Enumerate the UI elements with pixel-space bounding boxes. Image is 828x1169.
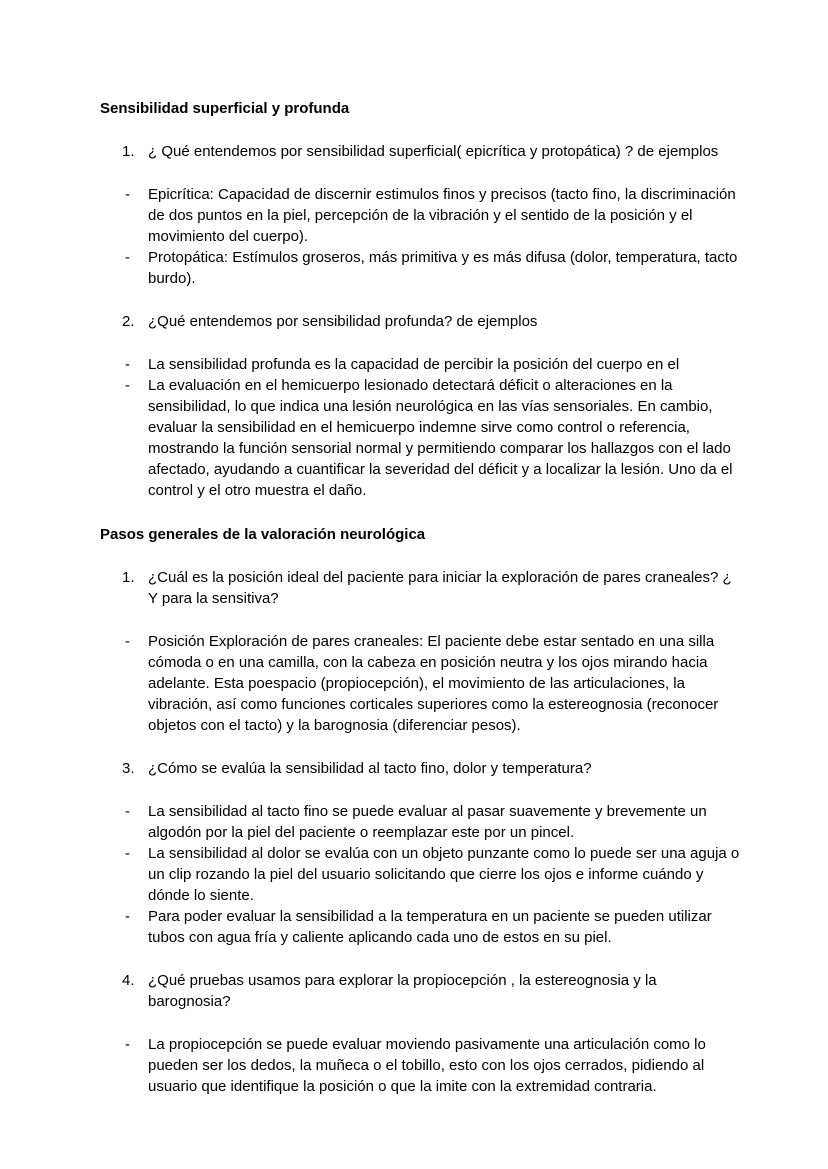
answer-text: La evaluación en el hemicuerpo lesionado detectará déficit o alteraciones en la sensibilidad, lo que indica una lesión neurológica en las vías sensoriales. En cambio, evaluar la sensibilidad en el hemicuerpo indemne sirve como control o referencia, mostrando la función sensorial normal y permitiendo comparar los hallazgos con el lado afectado, ayudando a cuantificar la severidad del déficit y a localizar la lesión. Uno da el control y el otro muestra el daño. [148, 377, 733, 499]
question-text: ¿Cómo se evalúa la sensibilidad al tacto fino, dolor y temperatura? [148, 760, 592, 777]
item-dash: - [125, 908, 130, 925]
item-number: 1. [122, 143, 135, 160]
answer-text: Para poder evaluar la sensibilidad a la temperatura en un paciente se pueden utilizar tubos con agua fría y caliente aplicando cada uno de estos en su piel. [148, 908, 712, 946]
answer-text: Epicrítica: Capacidad de discernir estimulos finos y precisos (tacto fino, la discriminación de dos puntos en la piel, percepción de la vibración y el sentido de la posición y el movimiento del cuerpo). [148, 186, 736, 245]
section-heading: Pasos generales de la valoración neurológica [100, 526, 426, 543]
answer-item [100, 631, 743, 736]
answer-item [100, 801, 743, 843]
item-dash: - [125, 249, 130, 266]
question-text: ¿Qué pruebas usamos para explorar la propiocepción , la estereognosia y la barognosia? [148, 972, 657, 1010]
answer-text: La sensibilidad al tacto fino se puede evaluar al pasar suavemente y brevemente un algodón por la piel del paciente o reemplazar este por un pincel. [148, 803, 707, 841]
section-sensibilidad-superficial [100, 98, 743, 501]
answer-text: La sensibilidad profunda es la capacidad de percibir la posición del cuerpo en el [148, 356, 680, 373]
answer-item [100, 354, 743, 375]
question-item [100, 141, 743, 162]
answer-text: Protopática: Estímulos groseros, más primitiva y es más difusa (dolor, temperatura, tacto burdo). [148, 249, 738, 287]
question-text: ¿Cuál es la posición ideal del paciente para iniciar la exploración de pares craneales? ¿ Y para la sensitiva? [148, 569, 732, 607]
item-dash: - [125, 803, 130, 820]
item-dash: - [125, 356, 130, 373]
question-item [100, 970, 743, 1012]
answer-item [100, 906, 743, 948]
question-text: ¿Qué entendemos por sensibilidad profunda? de ejemplos [148, 313, 538, 330]
question-item [100, 567, 743, 609]
item-number: 2. [122, 313, 135, 330]
item-dash: - [125, 1036, 130, 1053]
answer-text: Posición Exploración de pares craneales: El paciente debe estar sentado en una silla cómoda o en una camilla, con la cabeza en posición neutra y los ojos mirando hacia adelante. Esta poespacio (propiocepción), el movimiento de las articulaciones, la vibración, así como funciones corticales superiores como la estereognosia (reconocer objetos con el tacto) y la barognosia (diferenciar pesos). [148, 633, 719, 734]
item-number: 4. [122, 972, 135, 989]
question-item [100, 311, 743, 332]
answer-text: La propiocepción se puede evaluar moviendo pasivamente una articulación como lo pueden ser los dedos, la muñeca o el tobillo, esto con los ojos cerrados, pidiendo al usuario que identifique la posición o que la imite con la extremidad contraria. [148, 1036, 706, 1095]
item-dash: - [125, 633, 130, 650]
answer-item [100, 1034, 743, 1097]
item-dash: - [125, 845, 130, 862]
item-number: 3. [122, 760, 135, 777]
answer-item [100, 184, 743, 247]
question-text: ¿ Qué entendemos por sensibilidad superficial( epicrítica y protopática) ? de ejemplos [148, 143, 719, 160]
item-number: 1. [122, 569, 135, 586]
section-heading: Sensibilidad superficial y profunda [100, 100, 350, 117]
item-dash: - [125, 377, 130, 394]
answer-item [100, 843, 743, 906]
answer-text: La sensibilidad al dolor se evalúa con un objeto punzante como lo puede ser una aguja o un clip rozando la piel del usuario solicitando que cierre los ojos e informe cuándo y dónde lo siente. [148, 845, 740, 904]
section-pasos-generales [100, 524, 743, 1097]
answer-item [100, 247, 743, 289]
answer-item [100, 375, 743, 501]
item-dash: - [125, 186, 130, 203]
question-item [100, 758, 743, 779]
